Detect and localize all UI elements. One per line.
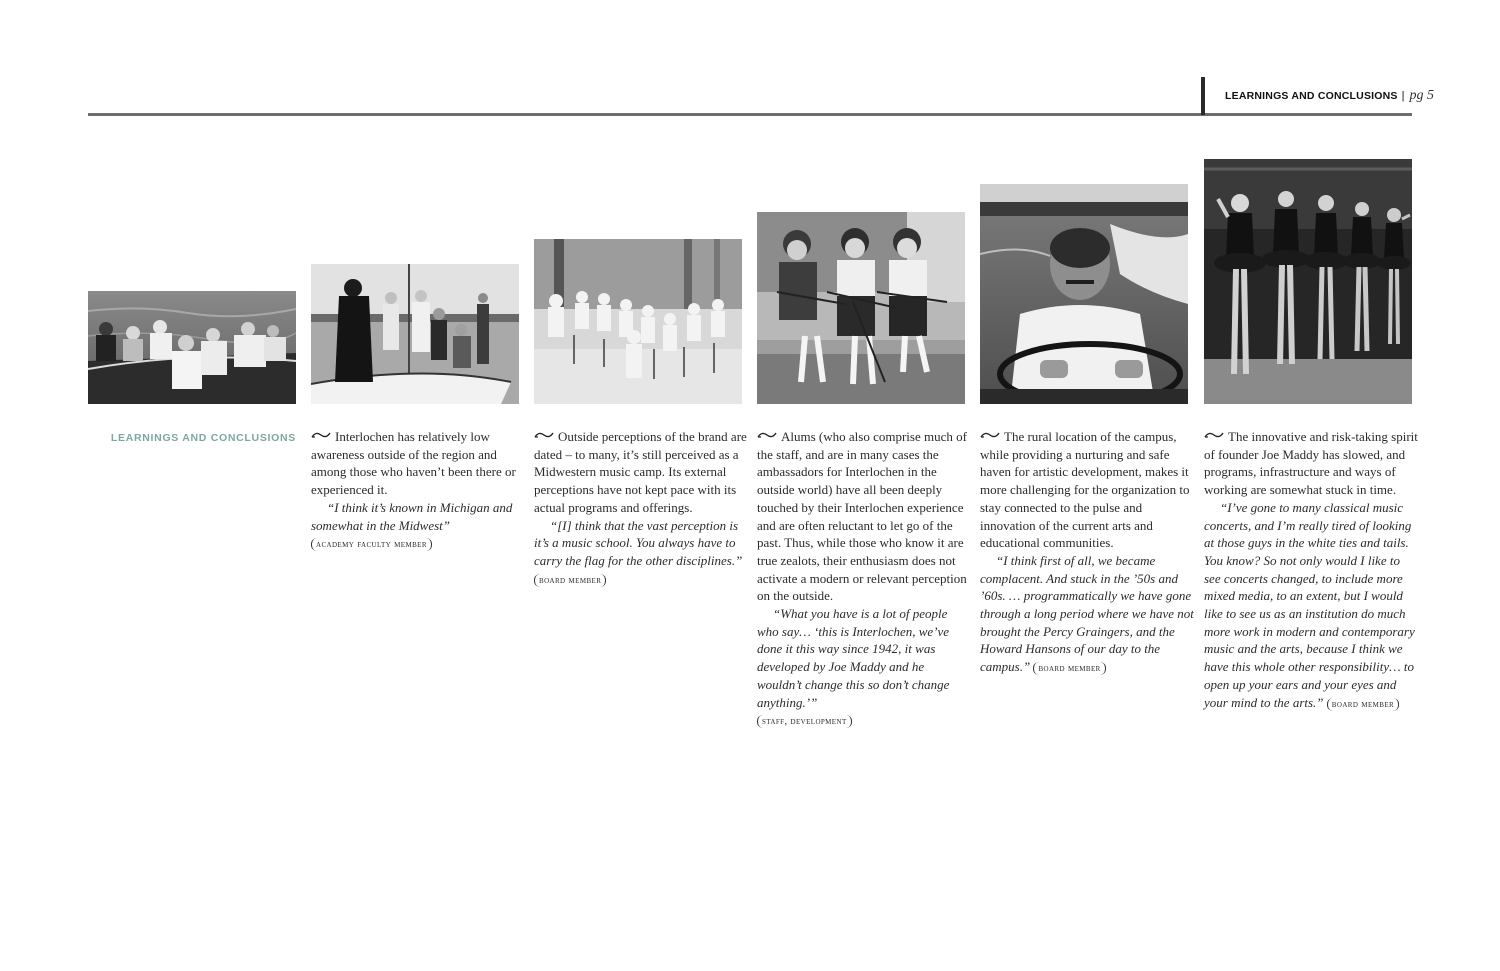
quote-attribution: board member bbox=[534, 574, 606, 587]
text-column-5 bbox=[1204, 428, 1418, 711]
text-column-3 bbox=[757, 428, 971, 729]
text-column-4 bbox=[980, 428, 1194, 676]
column-quote bbox=[311, 499, 525, 534]
section-label: LEARNINGS AND CONCLUSIONS bbox=[110, 432, 296, 444]
photo-dancers bbox=[1204, 159, 1412, 404]
column-lead-paragraph bbox=[534, 428, 748, 517]
quote-attribution: board member bbox=[1033, 662, 1105, 675]
quote-text: “What you have is a lot of people who say… ‘this is Interlochen, we’ve done it this way since 1942, it was developed by Joe Maddy and he wouldn’t change this so don’t change anything.’” bbox=[757, 606, 950, 710]
page-number: pg 5 bbox=[1409, 88, 1434, 103]
swash-ornament-icon bbox=[1204, 431, 1224, 439]
header-separator: | bbox=[1401, 90, 1405, 102]
text-column-1 bbox=[311, 428, 525, 552]
quote-text: “I think it’s known in Michigan and somewhat in the Midwest” bbox=[311, 499, 513, 533]
swash-ornament-icon bbox=[534, 431, 554, 439]
column-quote bbox=[534, 517, 748, 570]
photo-sailboat-group bbox=[311, 264, 519, 404]
column-lead-paragraph bbox=[311, 428, 525, 499]
header-tick-bar bbox=[1201, 77, 1205, 115]
column-lead-paragraph bbox=[1204, 428, 1418, 499]
quote-text: “I’ve gone to many classical music concerts, and I’m really tired of looking at those guys in the white ties and tails. You know? So not only would I like to see concerts changed, to include more mixed media, to an extent, but I would like to see us as an institution do much more work in modern and contemporary music and the arts, because I think we have this whole other responsibility… to open up your ears and your eyes and your mind to the arts.” bbox=[1204, 499, 1415, 710]
quote-text: “[I] think that the vast perception is it’s a music school. You always have to carry the flag for the other disciplines.” bbox=[534, 517, 743, 568]
lead-text: The innovative and risk-taking spirit of founder Joe Maddy has slowed, and programs, infrastructure and ways of working are somewhat stuck in time. bbox=[1204, 429, 1418, 498]
swash-ornament-icon bbox=[757, 431, 777, 439]
quote-text: “I think first of all, we became complacent. And stuck in the ’50s and ’60s. … programmatically we have gone through a long period where we have not brought the Percy Graingers, and the Howard Hansons of our day to the campus.” bbox=[980, 552, 1194, 675]
header-rule bbox=[88, 113, 1412, 116]
column-quote bbox=[980, 552, 1194, 676]
swash-ornament-icon bbox=[311, 431, 331, 439]
quote-attribution: board member bbox=[1327, 698, 1399, 711]
column-lead-paragraph bbox=[980, 428, 1194, 552]
photo-outdoor-band bbox=[534, 239, 742, 404]
column-quote bbox=[1204, 499, 1418, 711]
header-section-title: LEARNINGS AND CONCLUSIONS bbox=[1225, 90, 1398, 102]
lead-text: Outside perceptions of the brand are dated – to many, it’s still perceived as a Midwestern music camp. Its external perceptions have not kept pace with its actual programs and offerings. bbox=[534, 429, 747, 515]
lead-text: Interlochen has relatively low awareness outside of the region and among those who haven’t been there or experienced it. bbox=[311, 429, 516, 498]
lead-text: The rural location of the campus, while providing a nurturing and safe haven for artistic development, makes it more challenging for the organization to stay connected to the pulse and innovation of the current arts and educational communities. bbox=[980, 429, 1190, 551]
column-quote bbox=[757, 605, 971, 711]
column-lead-paragraph bbox=[757, 428, 971, 605]
swash-ornament-icon bbox=[980, 431, 1000, 439]
quote-attribution: staff, development bbox=[757, 715, 852, 728]
photo-boys-in-boat bbox=[88, 291, 296, 404]
photo-girls-violins bbox=[757, 212, 965, 404]
photo-man-boat-wheel bbox=[980, 184, 1188, 404]
quote-attribution: academy faculty member bbox=[311, 538, 432, 551]
running-header bbox=[1225, 86, 1434, 104]
text-column-2 bbox=[534, 428, 748, 587]
lead-text: Alums (who also comprise much of the staff, and are in many cases the ambassadors for Interlochen in the outside world) have all been deeply touched by their Interlochen experience and are often reluctant to let go of the past. Thus, while those who know it are true zealots, their enthusiasm does not activate a modern or relevant perception on the outside. bbox=[757, 429, 967, 604]
